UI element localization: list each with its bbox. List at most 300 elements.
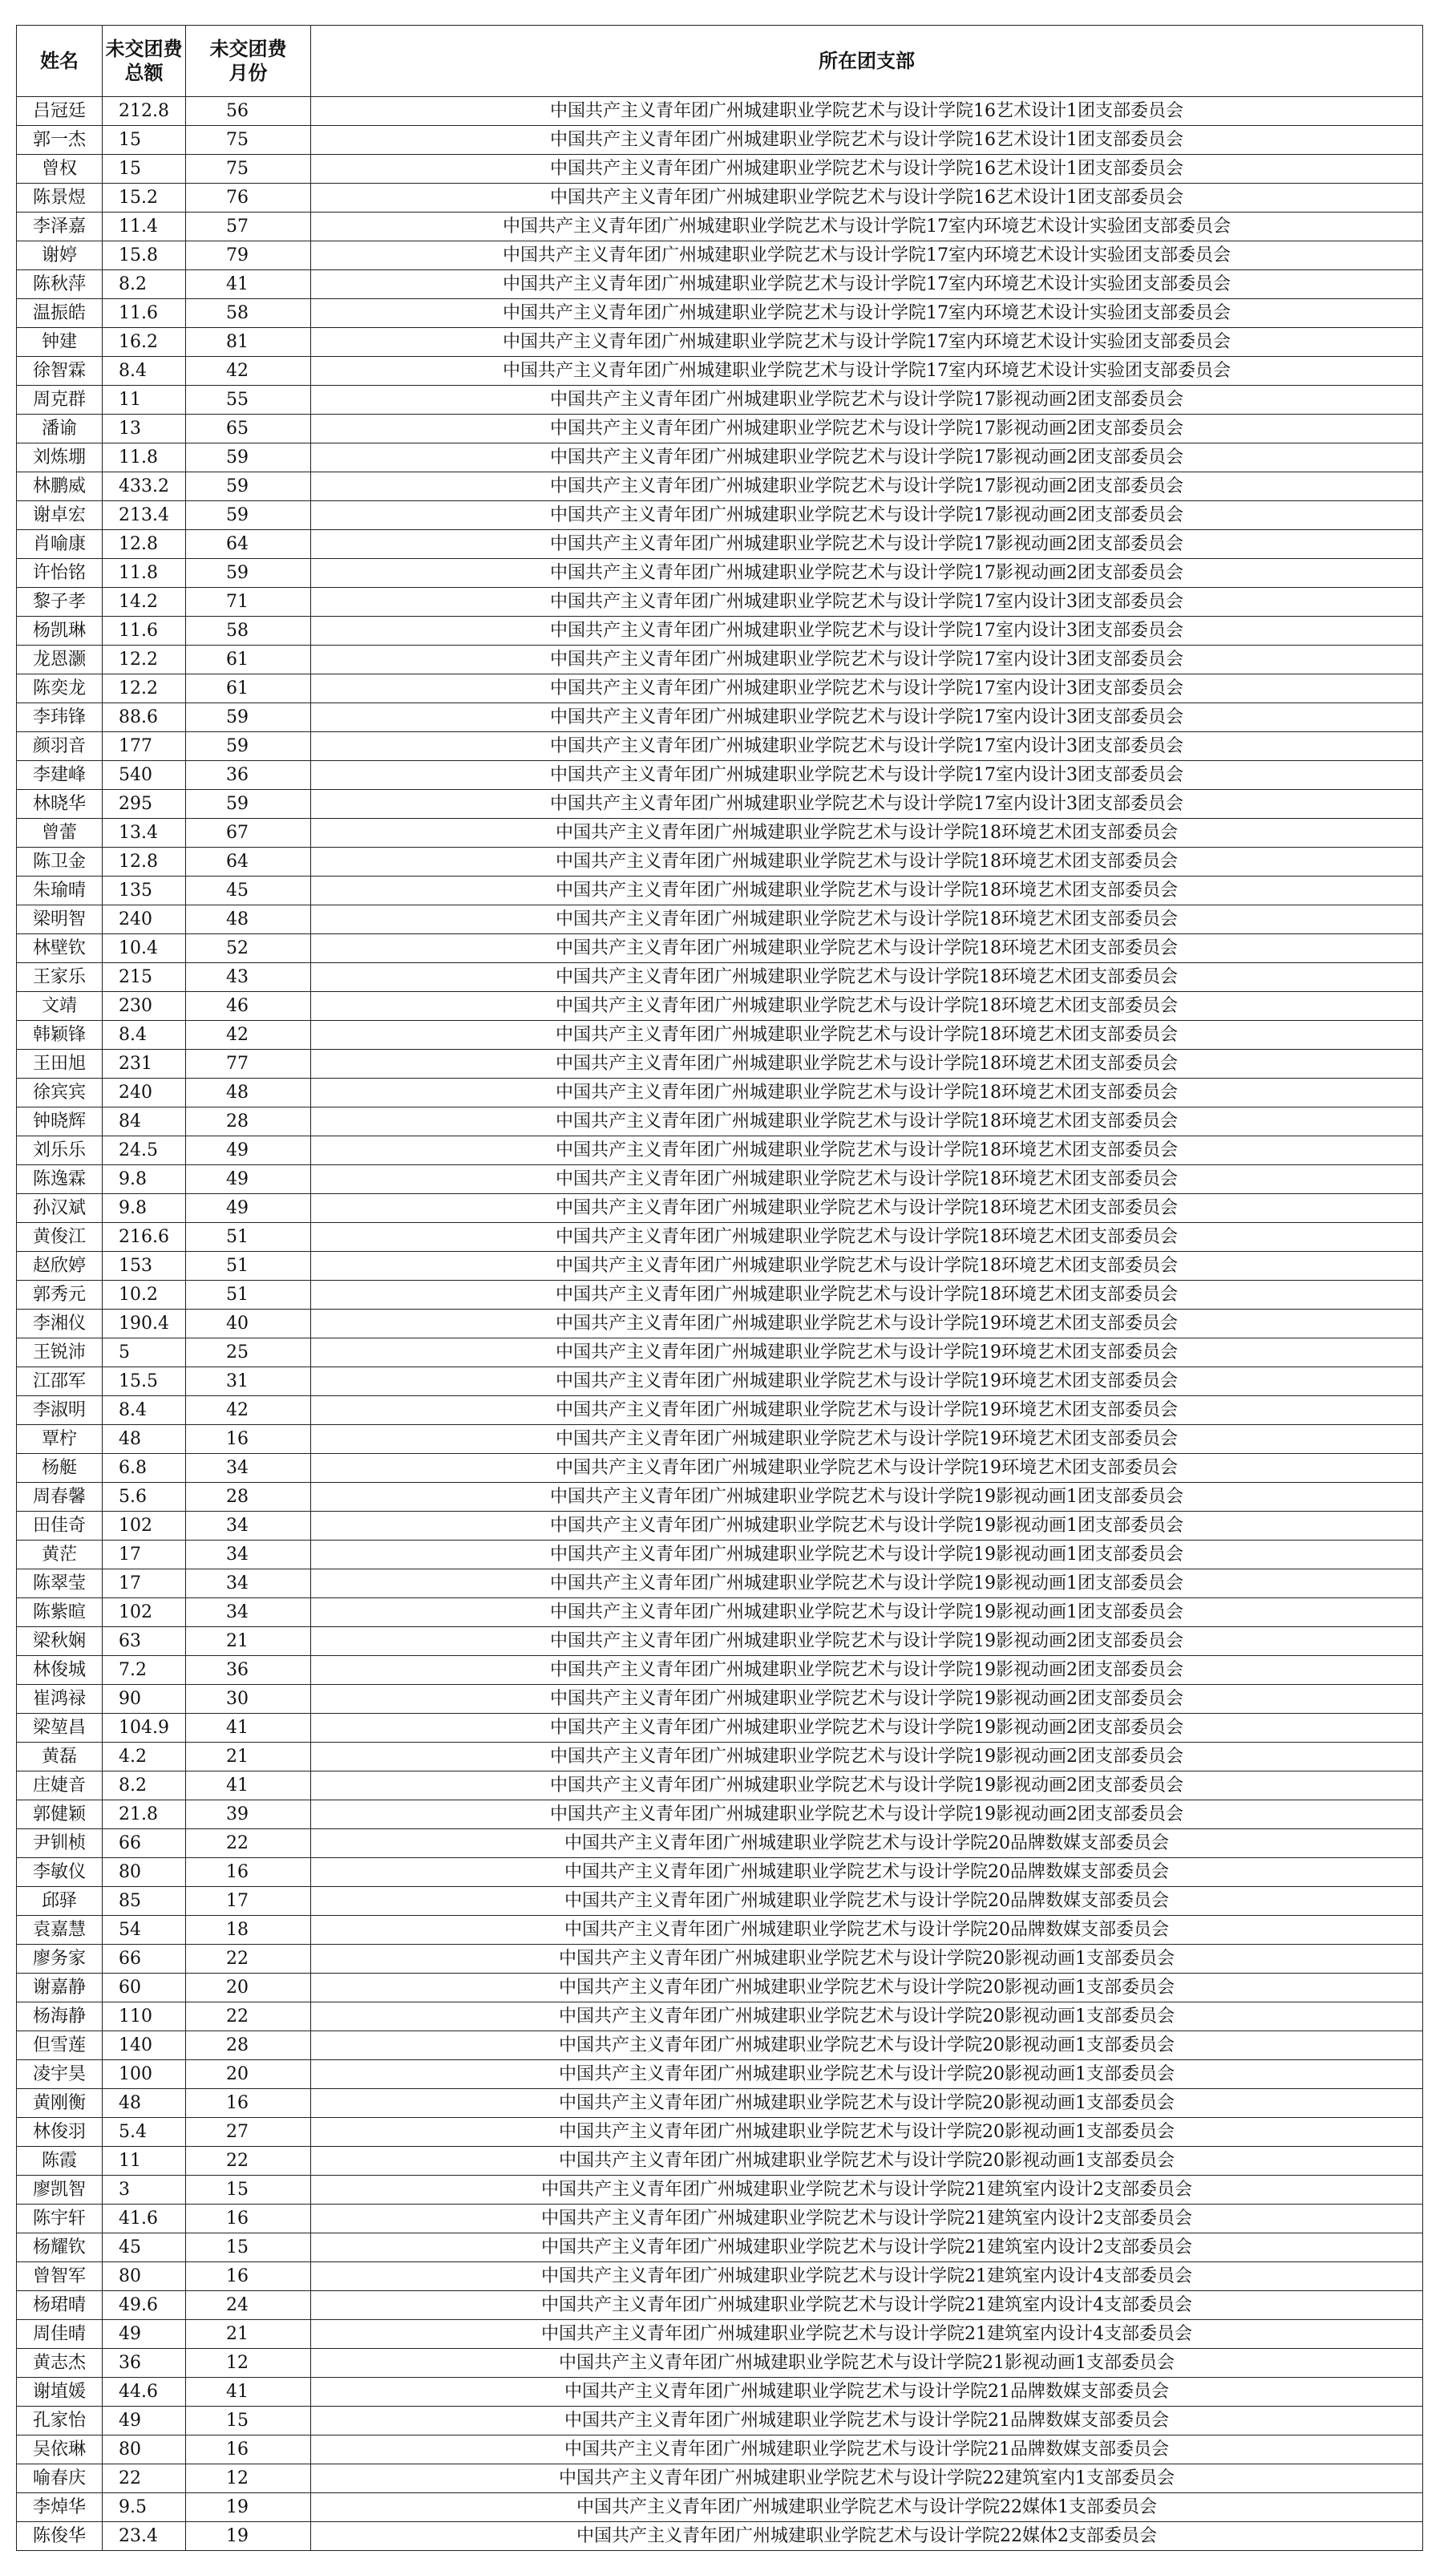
months-cell: 43	[186, 963, 311, 992]
table-row	[17, 1310, 1423, 1338]
amount-cell: 433.2	[103, 472, 186, 501]
amount-cell: 9.8	[103, 1194, 186, 1223]
amount-cell: 49	[103, 2320, 186, 2349]
name-cell: 文靖	[17, 992, 103, 1021]
name-cell: 朱瑜晴	[17, 877, 103, 905]
table-row	[17, 126, 1423, 155]
amount-cell: 15	[103, 155, 186, 184]
name-cell: 王家乐	[17, 963, 103, 992]
name-cell: 庄婕音	[17, 1771, 103, 1800]
months-cell: 79	[186, 241, 311, 270]
branch-cell: 中国共产主义青年团广州城建职业学院艺术与设计学院18环境艺术团支部委员会	[311, 1136, 1423, 1165]
amount-cell: 110	[103, 2002, 186, 2031]
table-row	[17, 2233, 1423, 2262]
months-cell: 51	[186, 1223, 311, 1252]
branch-cell: 中国共产主义青年团广州城建职业学院艺术与设计学院18环境艺术团支部委员会	[311, 819, 1423, 848]
branch-cell: 中国共产主义青年团广州城建职业学院艺术与设计学院18环境艺术团支部委员会	[311, 1223, 1423, 1252]
table-row	[17, 415, 1423, 443]
months-cell: 76	[186, 184, 311, 213]
table-row	[17, 155, 1423, 184]
branch-cell: 中国共产主义青年团广州城建职业学院艺术与设计学院19环境艺术团支部委员会	[311, 1310, 1423, 1338]
name-cell: 曾权	[17, 155, 103, 184]
months-cell: 12	[186, 2464, 311, 2493]
branch-cell: 中国共产主义青年团广州城建职业学院艺术与设计学院17室内设计3团支部委员会	[311, 761, 1423, 790]
name-cell: 龙恩灏	[17, 646, 103, 674]
months-cell: 59	[186, 732, 311, 761]
name-cell: 刘乐乐	[17, 1136, 103, 1165]
months-cell: 59	[186, 559, 311, 588]
table-row	[17, 1569, 1423, 1598]
table-row	[17, 1714, 1423, 1743]
name-cell: 廖凯智	[17, 2176, 103, 2205]
table-row	[17, 1512, 1423, 1541]
amount-cell: 102	[103, 1512, 186, 1541]
branch-cell: 中国共产主义青年团广州城建职业学院艺术与设计学院22建筑室内1支部委员会	[311, 2464, 1423, 2493]
table-row	[17, 559, 1423, 588]
branch-cell: 中国共产主义青年团广州城建职业学院艺术与设计学院17室内设计3团支部委员会	[311, 646, 1423, 674]
name-cell: 陈俊华	[17, 2522, 103, 2551]
table-row	[17, 2291, 1423, 2320]
name-cell: 刘炼堋	[17, 443, 103, 472]
name-cell: 王田旭	[17, 1050, 103, 1079]
amount-cell: 22	[103, 2464, 186, 2493]
table-row	[17, 2060, 1423, 2089]
table-row	[17, 2205, 1423, 2233]
amount-cell: 66	[103, 1945, 186, 1974]
table-row	[17, 1223, 1423, 1252]
name-cell: 林俊羽	[17, 2118, 103, 2147]
branch-cell: 中国共产主义青年团广州城建职业学院艺术与设计学院19环境艺术团支部委员会	[311, 1425, 1423, 1454]
name-cell: 陈景煜	[17, 184, 103, 213]
months-cell: 64	[186, 848, 311, 877]
months-cell: 49	[186, 1194, 311, 1223]
amount-cell: 6.8	[103, 1454, 186, 1483]
name-cell: 黄俊江	[17, 1223, 103, 1252]
branch-cell: 中国共产主义青年团广州城建职业学院艺术与设计学院21品牌数媒支部委员会	[311, 2407, 1423, 2435]
months-cell: 56	[186, 97, 311, 126]
table-row	[17, 1425, 1423, 1454]
branch-cell: 中国共产主义青年团广州城建职业学院艺术与设计学院17室内环境艺术设计实验团支部委员会	[311, 270, 1423, 299]
amount-cell: 45	[103, 2233, 186, 2262]
branch-cell: 中国共产主义青年团广州城建职业学院艺术与设计学院16艺术设计1团支部委员会	[311, 126, 1423, 155]
months-cell: 34	[186, 1598, 311, 1627]
branch-cell: 中国共产主义青年团广州城建职业学院艺术与设计学院18环境艺术团支部委员会	[311, 1281, 1423, 1310]
name-cell: 梁堃昌	[17, 1714, 103, 1743]
amount-cell: 15.5	[103, 1367, 186, 1396]
name-cell: 陈霞	[17, 2147, 103, 2176]
table-row	[17, 2031, 1423, 2060]
table-row	[17, 443, 1423, 472]
name-cell: 喻春庆	[17, 2464, 103, 2493]
name-cell: 黄志杰	[17, 2349, 103, 2378]
name-cell: 杨海静	[17, 2002, 103, 2031]
header-amount	[103, 26, 186, 97]
amount-cell: 11.4	[103, 213, 186, 241]
branch-cell: 中国共产主义青年团广州城建职业学院艺术与设计学院20影视动画1支部委员会	[311, 2118, 1423, 2147]
branch-cell: 中国共产主义青年团广州城建职业学院艺术与设计学院17室内设计3团支部委员会	[311, 790, 1423, 819]
header-amount-line1: 未交团费	[105, 38, 183, 60]
name-cell: 曾蕾	[17, 819, 103, 848]
amount-cell: 213.4	[103, 501, 186, 530]
table-row	[17, 2262, 1423, 2291]
name-cell: 徐宾宾	[17, 1079, 103, 1107]
branch-cell: 中国共产主义青年团广州城建职业学院艺术与设计学院21影视动画1支部委员会	[311, 2349, 1423, 2378]
months-cell: 34	[186, 1569, 311, 1598]
months-cell: 41	[186, 270, 311, 299]
name-cell: 肖喻康	[17, 530, 103, 559]
amount-cell: 15.2	[103, 184, 186, 213]
amount-cell: 9.8	[103, 1165, 186, 1194]
amount-cell: 90	[103, 1685, 186, 1714]
table-row	[17, 2147, 1423, 2176]
months-cell: 16	[186, 1425, 311, 1454]
table-row	[17, 819, 1423, 848]
amount-cell: 54	[103, 1916, 186, 1945]
name-cell: 李建峰	[17, 761, 103, 790]
months-cell: 61	[186, 674, 311, 703]
amount-cell: 104.9	[103, 1714, 186, 1743]
amount-cell: 16.2	[103, 328, 186, 357]
table-row	[17, 1829, 1423, 1858]
amount-cell: 80	[103, 1858, 186, 1887]
months-cell: 41	[186, 1714, 311, 1743]
table-row	[17, 848, 1423, 877]
name-cell: 黎子孝	[17, 588, 103, 617]
name-cell: 曾智军	[17, 2262, 103, 2291]
months-cell: 39	[186, 1800, 311, 1829]
branch-cell: 中国共产主义青年团广州城建职业学院艺术与设计学院18环境艺术团支部委员会	[311, 877, 1423, 905]
table-row	[17, 1598, 1423, 1627]
name-cell: 陈奕龙	[17, 674, 103, 703]
branch-cell: 中国共产主义青年团广州城建职业学院艺术与设计学院20品牌数媒支部委员会	[311, 1829, 1423, 1858]
branch-cell: 中国共产主义青年团广州城建职业学院艺术与设计学院19环境艺术团支部委员会	[311, 1338, 1423, 1367]
branch-cell: 中国共产主义青年团广州城建职业学院艺术与设计学院19影视动画1团支部委员会	[311, 1541, 1423, 1569]
amount-cell: 49.6	[103, 2291, 186, 2320]
months-cell: 16	[186, 2205, 311, 2233]
name-cell: 陈逸霖	[17, 1165, 103, 1194]
months-cell: 52	[186, 934, 311, 963]
months-cell: 41	[186, 2378, 311, 2407]
amount-cell: 8.2	[103, 270, 186, 299]
months-cell: 34	[186, 1541, 311, 1569]
name-cell: 谢嘉静	[17, 1974, 103, 2002]
table-row	[17, 1800, 1423, 1829]
table-row	[17, 2522, 1423, 2551]
table-row	[17, 1656, 1423, 1685]
months-cell: 42	[186, 357, 311, 386]
table-row	[17, 1136, 1423, 1165]
branch-cell: 中国共产主义青年团广州城建职业学院艺术与设计学院17影视动画2团支部委员会	[311, 386, 1423, 415]
name-cell: 潘谕	[17, 415, 103, 443]
table-row	[17, 357, 1423, 386]
unpaid-dues-table	[16, 25, 1423, 2551]
name-cell: 袁嘉慧	[17, 1916, 103, 1945]
branch-cell: 中国共产主义青年团广州城建职业学院艺术与设计学院22媒体1支部委员会	[311, 2493, 1423, 2522]
amount-cell: 15.8	[103, 241, 186, 270]
name-cell: 陈翠莹	[17, 1569, 103, 1598]
branch-cell: 中国共产主义青年团广州城建职业学院艺术与设计学院20影视动画1支部委员会	[311, 2089, 1423, 2118]
amount-cell: 11	[103, 2147, 186, 2176]
branch-cell: 中国共产主义青年团广州城建职业学院艺术与设计学院19影视动画2团支部委员会	[311, 1656, 1423, 1685]
header-amount-line2: 总额	[124, 62, 164, 84]
table-row	[17, 241, 1423, 270]
amount-cell: 88.6	[103, 703, 186, 732]
table-row	[17, 1541, 1423, 1569]
table-row	[17, 1945, 1423, 1974]
branch-cell: 中国共产主义青年团广州城建职业学院艺术与设计学院19影视动画1团支部委员会	[311, 1483, 1423, 1512]
header-branch-label: 所在团支部	[819, 50, 915, 72]
amount-cell: 13.4	[103, 819, 186, 848]
table-row	[17, 1685, 1423, 1714]
branch-cell: 中国共产主义青年团广州城建职业学院艺术与设计学院18环境艺术团支部委员会	[311, 1165, 1423, 1194]
header-name	[17, 26, 103, 97]
amount-cell: 24.5	[103, 1136, 186, 1165]
header-months-line1: 未交团费	[209, 38, 287, 60]
table-row	[17, 2464, 1423, 2493]
amount-cell: 8.4	[103, 1396, 186, 1425]
table-row	[17, 2176, 1423, 2205]
branch-cell: 中国共产主义青年团广州城建职业学院艺术与设计学院17影视动画2团支部委员会	[311, 501, 1423, 530]
branch-cell: 中国共产主义青年团广州城建职业学院艺术与设计学院17影视动画2团支部委员会	[311, 443, 1423, 472]
table-row	[17, 97, 1423, 126]
name-cell: 许怡铭	[17, 559, 103, 588]
name-cell: 李焯华	[17, 2493, 103, 2522]
amount-cell: 11	[103, 386, 186, 415]
amount-cell: 11.8	[103, 559, 186, 588]
name-cell: 郭秀元	[17, 1281, 103, 1310]
table-row	[17, 1396, 1423, 1425]
branch-cell: 中国共产主义青年团广州城建职业学院艺术与设计学院17影视动画2团支部委员会	[311, 530, 1423, 559]
name-cell: 陈紫暄	[17, 1598, 103, 1627]
branch-cell: 中国共产主义青年团广州城建职业学院艺术与设计学院17影视动画2团支部委员会	[311, 472, 1423, 501]
months-cell: 19	[186, 2522, 311, 2551]
amount-cell: 11.8	[103, 443, 186, 472]
amount-cell: 48	[103, 1425, 186, 1454]
name-cell: 陈秋萍	[17, 270, 103, 299]
months-cell: 40	[186, 1310, 311, 1338]
amount-cell: 12.8	[103, 848, 186, 877]
amount-cell: 102	[103, 1598, 186, 1627]
name-cell: 梁明智	[17, 905, 103, 934]
table-row	[17, 646, 1423, 674]
name-cell: 孙汉斌	[17, 1194, 103, 1223]
name-cell: 崔鸿禄	[17, 1685, 103, 1714]
name-cell: 田佳奇	[17, 1512, 103, 1541]
amount-cell: 231	[103, 1050, 186, 1079]
months-cell: 28	[186, 2031, 311, 2060]
branch-cell: 中国共产主义青年团广州城建职业学院艺术与设计学院17影视动画2团支部委员会	[311, 415, 1423, 443]
amount-cell: 17	[103, 1569, 186, 1598]
amount-cell: 135	[103, 877, 186, 905]
branch-cell: 中国共产主义青年团广州城建职业学院艺术与设计学院21建筑室内设计2支部委员会	[311, 2205, 1423, 2233]
branch-cell: 中国共产主义青年团广州城建职业学院艺术与设计学院17室内环境艺术设计实验团支部委员会	[311, 328, 1423, 357]
branch-cell: 中国共产主义青年团广州城建职业学院艺术与设计学院19影视动画2团支部委员会	[311, 1800, 1423, 1829]
months-cell: 31	[186, 1367, 311, 1396]
amount-cell: 4.2	[103, 1743, 186, 1771]
table-row	[17, 472, 1423, 501]
months-cell: 59	[186, 501, 311, 530]
months-cell: 12	[186, 2349, 311, 2378]
name-cell: 陈卫金	[17, 848, 103, 877]
table-row	[17, 1338, 1423, 1367]
branch-cell: 中国共产主义青年团广州城建职业学院艺术与设计学院18环境艺术团支部委员会	[311, 1194, 1423, 1223]
branch-cell: 中国共产主义青年团广州城建职业学院艺术与设计学院18环境艺术团支部委员会	[311, 1252, 1423, 1281]
amount-cell: 12.8	[103, 530, 186, 559]
amount-cell: 216.6	[103, 1223, 186, 1252]
months-cell: 41	[186, 1771, 311, 1800]
name-cell: 周克群	[17, 386, 103, 415]
amount-cell: 14.2	[103, 588, 186, 617]
amount-cell: 9.5	[103, 2493, 186, 2522]
amount-cell: 215	[103, 963, 186, 992]
branch-cell: 中国共产主义青年团广州城建职业学院艺术与设计学院18环境艺术团支部委员会	[311, 934, 1423, 963]
months-cell: 59	[186, 790, 311, 819]
branch-cell: 中国共产主义青年团广州城建职业学院艺术与设计学院17室内设计3团支部委员会	[311, 732, 1423, 761]
branch-cell: 中国共产主义青年团广州城建职业学院艺术与设计学院19环境艺术团支部委员会	[311, 1454, 1423, 1483]
branch-cell: 中国共产主义青年团广州城建职业学院艺术与设计学院20品牌数媒支部委员会	[311, 1858, 1423, 1887]
name-cell: 吕冠廷	[17, 97, 103, 126]
months-cell: 22	[186, 2002, 311, 2031]
table-row	[17, 1974, 1423, 2002]
amount-cell: 36	[103, 2349, 186, 2378]
name-cell: 颜羽音	[17, 732, 103, 761]
name-cell: 凌宇昊	[17, 2060, 103, 2089]
table-row	[17, 1050, 1423, 1079]
name-cell: 廖务家	[17, 1945, 103, 1974]
months-cell: 59	[186, 443, 311, 472]
branch-cell: 中国共产主义青年团广州城建职业学院艺术与设计学院18环境艺术团支部委员会	[311, 905, 1423, 934]
name-cell: 邱驿	[17, 1887, 103, 1916]
name-cell: 梁秋娴	[17, 1627, 103, 1656]
branch-cell: 中国共产主义青年团广州城建职业学院艺术与设计学院19影视动画1团支部委员会	[311, 1598, 1423, 1627]
name-cell: 李淑明	[17, 1396, 103, 1425]
months-cell: 48	[186, 905, 311, 934]
branch-cell: 中国共产主义青年团广州城建职业学院艺术与设计学院18环境艺术团支部委员会	[311, 1107, 1423, 1136]
months-cell: 20	[186, 1974, 311, 2002]
months-cell: 20	[186, 2060, 311, 2089]
branch-cell: 中国共产主义青年团广州城建职业学院艺术与设计学院17室内设计3团支部委员会	[311, 703, 1423, 732]
table-row	[17, 299, 1423, 328]
months-cell: 16	[186, 2435, 311, 2464]
table-row	[17, 2118, 1423, 2147]
name-cell: 覃柠	[17, 1425, 103, 1454]
months-cell: 30	[186, 1685, 311, 1714]
header-months-line2: 月份	[229, 62, 268, 84]
months-cell: 27	[186, 2118, 311, 2147]
months-cell: 15	[186, 2407, 311, 2435]
amount-cell: 49	[103, 2407, 186, 2435]
amount-cell: 80	[103, 2262, 186, 2291]
months-cell: 42	[186, 1021, 311, 1050]
amount-cell: 60	[103, 1974, 186, 2002]
branch-cell: 中国共产主义青年团广州城建职业学院艺术与设计学院17室内环境艺术设计实验团支部委员会	[311, 299, 1423, 328]
table-row	[17, 1916, 1423, 1945]
months-cell: 51	[186, 1281, 311, 1310]
months-cell: 59	[186, 472, 311, 501]
table-row	[17, 588, 1423, 617]
amount-cell: 11.6	[103, 617, 186, 646]
branch-cell: 中国共产主义青年团广州城建职业学院艺术与设计学院19影视动画2团支部委员会	[311, 1627, 1423, 1656]
name-cell: 郭健颖	[17, 1800, 103, 1829]
amount-cell: 3	[103, 2176, 186, 2205]
amount-cell: 230	[103, 992, 186, 1021]
branch-cell: 中国共产主义青年团广州城建职业学院艺术与设计学院18环境艺术团支部委员会	[311, 1079, 1423, 1107]
table-row	[17, 732, 1423, 761]
name-cell: 谢埴媛	[17, 2378, 103, 2407]
name-cell: 但雪莲	[17, 2031, 103, 2060]
branch-cell: 中国共产主义青年团广州城建职业学院艺术与设计学院21建筑室内设计2支部委员会	[311, 2176, 1423, 2205]
branch-cell: 中国共产主义青年团广州城建职业学院艺术与设计学院20影视动画1支部委员会	[311, 1945, 1423, 1974]
months-cell: 21	[186, 1743, 311, 1771]
branch-cell: 中国共产主义青年团广州城建职业学院艺术与设计学院18环境艺术团支部委员会	[311, 1021, 1423, 1050]
table-row	[17, 2378, 1423, 2407]
branch-cell: 中国共产主义青年团广州城建职业学院艺术与设计学院21建筑室内设计2支部委员会	[311, 2233, 1423, 2262]
table-row	[17, 674, 1423, 703]
months-cell: 64	[186, 530, 311, 559]
name-cell: 黄刚衡	[17, 2089, 103, 2118]
months-cell: 36	[186, 761, 311, 790]
table-row	[17, 1887, 1423, 1916]
table-row	[17, 963, 1423, 992]
branch-cell: 中国共产主义青年团广州城建职业学院艺术与设计学院19环境艺术团支部委员会	[311, 1396, 1423, 1425]
amount-cell: 8.2	[103, 1771, 186, 1800]
header-branch	[311, 26, 1423, 97]
name-cell: 杨凯琳	[17, 617, 103, 646]
branch-cell: 中国共产主义青年团广州城建职业学院艺术与设计学院21品牌数媒支部委员会	[311, 2435, 1423, 2464]
branch-cell: 中国共产主义青年团广州城建职业学院艺术与设计学院21品牌数媒支部委员会	[311, 2378, 1423, 2407]
name-cell: 尹钏桢	[17, 1829, 103, 1858]
table-row	[17, 1367, 1423, 1396]
months-cell: 51	[186, 1252, 311, 1281]
months-cell: 81	[186, 328, 311, 357]
amount-cell: 13	[103, 415, 186, 443]
amount-cell: 540	[103, 761, 186, 790]
branch-cell: 中国共产主义青年团广州城建职业学院艺术与设计学院17室内环境艺术设计实验团支部委员会	[311, 213, 1423, 241]
amount-cell: 85	[103, 1887, 186, 1916]
branch-cell: 中国共产主义青年团广州城建职业学院艺术与设计学院20影视动画1支部委员会	[311, 2147, 1423, 2176]
table-row	[17, 2407, 1423, 2435]
table-row	[17, 184, 1423, 213]
name-cell: 周佳晴	[17, 2320, 103, 2349]
months-cell: 16	[186, 2262, 311, 2291]
branch-cell: 中国共产主义青年团广州城建职业学院艺术与设计学院20影视动画1支部委员会	[311, 2060, 1423, 2089]
table-row	[17, 2493, 1423, 2522]
branch-cell: 中国共产主义青年团广州城建职业学院艺术与设计学院18环境艺术团支部委员会	[311, 963, 1423, 992]
amount-cell: 10.4	[103, 934, 186, 963]
months-cell: 75	[186, 126, 311, 155]
amount-cell: 84	[103, 1107, 186, 1136]
header-row	[17, 26, 1423, 97]
months-cell: 67	[186, 819, 311, 848]
amount-cell: 21.8	[103, 1800, 186, 1829]
branch-cell: 中国共产主义青年团广州城建职业学院艺术与设计学院18环境艺术团支部委员会	[311, 1050, 1423, 1079]
amount-cell: 12.2	[103, 646, 186, 674]
amount-cell: 63	[103, 1627, 186, 1656]
table-row	[17, 703, 1423, 732]
table-row	[17, 1858, 1423, 1887]
table-row	[17, 1194, 1423, 1223]
table-row	[17, 877, 1423, 905]
months-cell: 75	[186, 155, 311, 184]
table-row	[17, 1771, 1423, 1800]
table-row	[17, 1454, 1423, 1483]
table-row	[17, 213, 1423, 241]
months-cell: 46	[186, 992, 311, 1021]
table-row	[17, 1483, 1423, 1512]
amount-cell: 12.2	[103, 674, 186, 703]
amount-cell: 17	[103, 1541, 186, 1569]
name-cell: 谢婷	[17, 241, 103, 270]
